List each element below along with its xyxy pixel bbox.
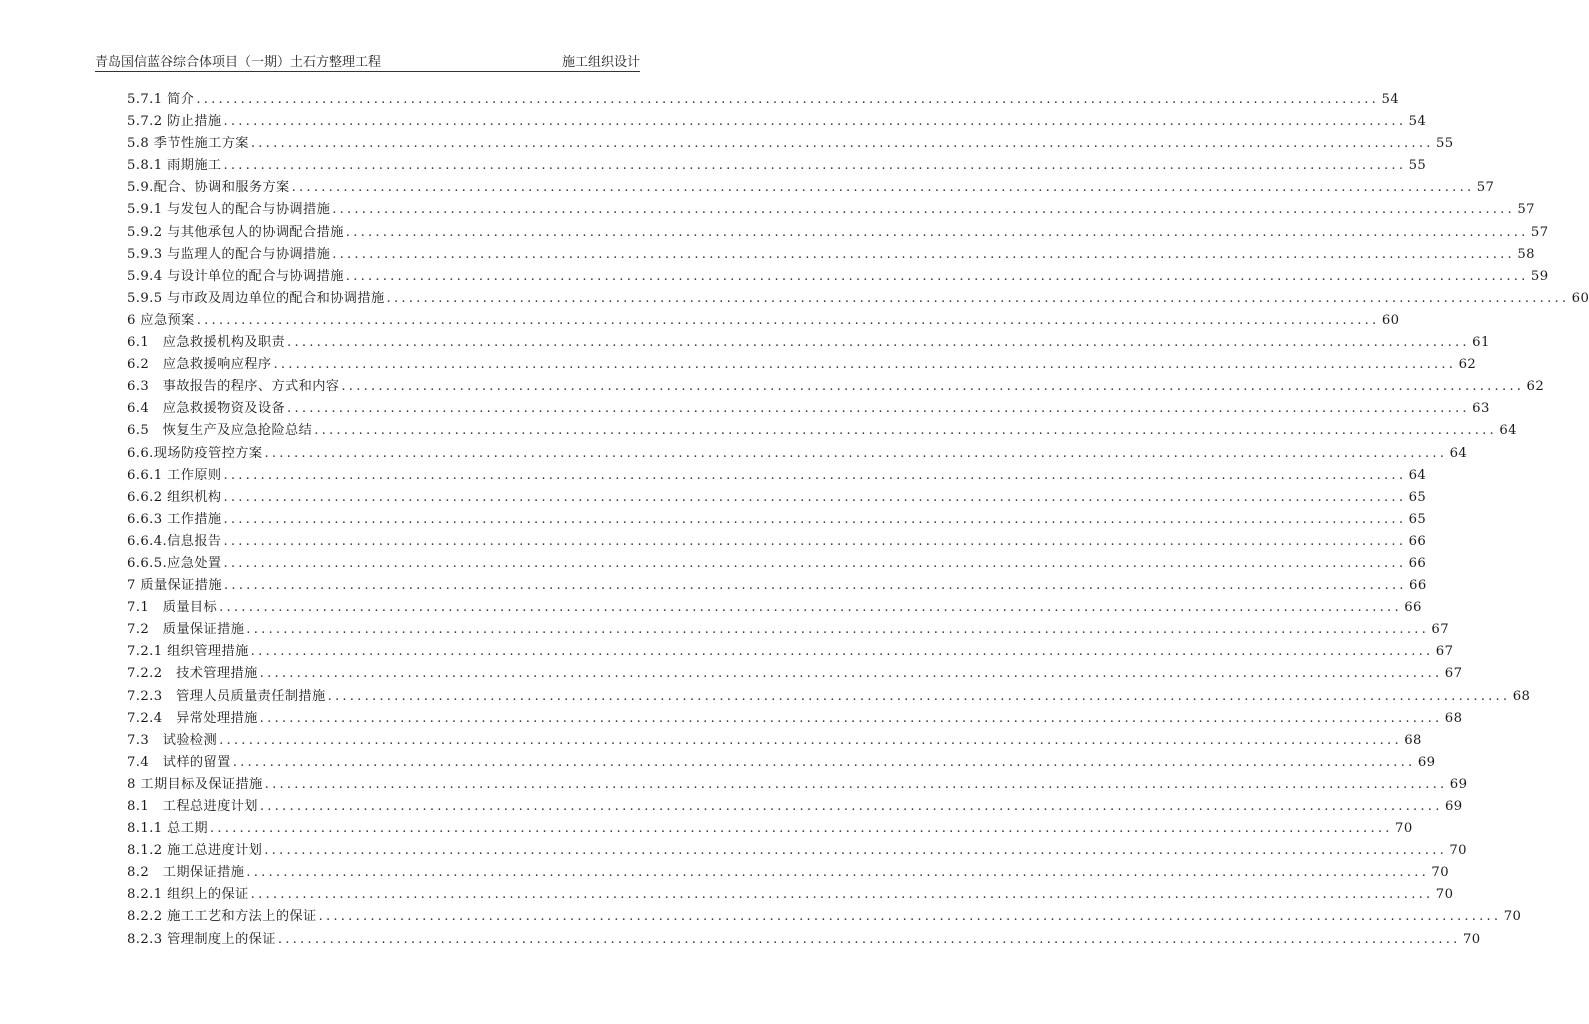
toc-entry-title: 8.2.3 管理制度上的保证 [127, 931, 276, 947]
toc-entry[interactable] [127, 906, 1522, 928]
toc-entry-page-number: 65 [1408, 511, 1427, 527]
toc-dot-leader: ................................................................................................................................................................ [314, 423, 1497, 439]
toc-entry[interactable] [127, 244, 1535, 266]
toc-entry-page-number: 67 [1444, 666, 1463, 682]
toc-entry[interactable] [127, 575, 1427, 597]
toc-entry-page-number: 67 [1431, 622, 1450, 638]
toc-entry[interactable] [127, 465, 1427, 487]
toc-entry-title: 7.4 试样的留置 [127, 754, 231, 770]
toc-entry[interactable] [127, 376, 1545, 398]
toc-dot-leader: ................................................................................................................................................................ [287, 401, 1470, 417]
toc-dot-leader: ................................................................................................................................................................ [196, 312, 1380, 328]
toc-dot-leader: ................................................................................................................................................................ [259, 799, 1443, 814]
toc-entry-page-number: 57 [1530, 224, 1549, 240]
toc-entry-page-number: 62 [1526, 379, 1545, 395]
toc-dot-leader: ................................................................................................................................................................ [259, 710, 1443, 726]
toc-entry[interactable] [127, 266, 1549, 288]
toc-entry[interactable] [127, 487, 1427, 509]
toc-entry-page-number: 66 [1409, 578, 1427, 594]
toc-entry-page-number: 66 [1404, 600, 1422, 616]
toc-dot-leader: ................................................................................................................................................................ [219, 732, 1402, 748]
toc-entry-page-number: 70 [1503, 909, 1522, 925]
toc-entry-title: 6.6.1 工作原则 [127, 467, 222, 483]
toc-entry[interactable] [127, 796, 1463, 818]
toc-entry-title: 6.4 应急救援物资及设备 [127, 401, 286, 417]
toc-entry-title: 6.6.4.信息报告 [127, 533, 222, 549]
toc-entry[interactable] [127, 553, 1427, 575]
toc-dot-leader: ................................................................................................................................................................ [223, 114, 1407, 130]
toc-entry-title: 5.8 季节性施工方案 [127, 136, 249, 152]
toc-entry-page-number: 54 [1408, 114, 1427, 130]
toc-entry-page-number: 62 [1458, 357, 1477, 373]
toc-entry-page-number: 59 [1530, 268, 1549, 284]
toc-entry-page-number: 70 [1431, 865, 1450, 881]
toc-entry-page-number: 68 [1512, 688, 1531, 704]
toc-entry-title: 5.7.1 简介 [127, 92, 195, 107]
toc-entry[interactable] [127, 288, 1589, 310]
header-document-type: 施工组织设计 [561, 55, 640, 70]
toc-entry[interactable] [127, 398, 1490, 420]
toc-entry-page-number: 63 [1472, 401, 1490, 417]
toc-entry-title: 7.1 质量目标 [127, 600, 218, 616]
toc-entry-page-number: 70 [1435, 887, 1454, 903]
toc-entry-page-number: 68 [1404, 732, 1422, 748]
toc-entry-page-number: 57 [1476, 180, 1495, 196]
toc-entry-title: 5.9.3 与监理人的配合与协调措施 [127, 246, 331, 262]
toc-entry-page-number: 55 [1436, 136, 1454, 152]
toc-dot-leader: ................................................................................................................................................................ [386, 290, 1570, 306]
page-header [95, 50, 640, 70]
toc-entry-title: 7.2 质量保证措施 [127, 622, 245, 638]
toc-dot-leader: ................................................................................................................................................................ [264, 843, 1447, 859]
toc-entry[interactable] [127, 443, 1468, 465]
toc-dot-leader: ................................................................................................................................................................ [209, 821, 1393, 837]
toc-entry-page-number: 61 [1472, 335, 1490, 351]
toc-entry[interactable] [127, 641, 1454, 663]
toc-entry-page-number: 70 [1395, 821, 1413, 837]
toc-entry-page-number: 57 [1517, 202, 1535, 218]
toc-entry-title: 7 质量保证措施 [127, 578, 222, 594]
toc-entry-title: 6.6.2 组织机构 [127, 489, 222, 505]
toc-entry-title: 5.9.2 与其他承包人的协调配合措施 [127, 224, 344, 240]
toc-entry-title: 5.8.1 雨期施工 [127, 158, 222, 174]
toc-dot-leader: ................................................................................................................................................................ [219, 600, 1402, 616]
toc-dot-leader: ................................................................................................................................................................ [291, 180, 1475, 196]
toc-dot-leader: ................................................................................................................................................................ [264, 445, 1448, 461]
toc-dot-leader: ................................................................................................................................................................ [250, 644, 1434, 660]
toc-dot-leader: ................................................................................................................................................................ [264, 776, 1448, 792]
toc-entry-title: 6.6.3 工作措施 [127, 511, 222, 527]
toc-entry-title: 7.2.3 管理人员质量责任制措施 [127, 688, 326, 704]
toc-entry-title: 8.2.1 组织上的保证 [127, 887, 249, 903]
toc-entry[interactable] [127, 597, 1422, 619]
toc-entry-page-number: 67 [1435, 644, 1454, 660]
toc-entry-title: 8.2 工期保证措施 [127, 865, 245, 881]
toc-entry-title: 8.1.2 施工总进度计划 [127, 843, 263, 859]
toc-dot-leader: ................................................................................................................................................................ [259, 666, 1443, 682]
toc-entry-page-number: 54 [1381, 92, 1400, 107]
toc-dot-leader: ................................................................................................................................................................ [341, 379, 1525, 395]
toc-entry[interactable] [127, 354, 1477, 376]
toc-entry[interactable] [127, 619, 1450, 641]
toc-entry-title: 7.2.2 技术管理措施 [127, 666, 258, 682]
toc-entry-title: 6.1 应急救援机构及职责 [127, 335, 286, 351]
toc-entry[interactable] [127, 332, 1490, 354]
toc-entry-title: 6.6.5.应急处置 [127, 555, 222, 571]
toc-dot-leader: ................................................................................................................................................................ [223, 555, 1407, 571]
toc-entry-title: 8.2.2 施工工艺和方法上的保证 [127, 909, 317, 925]
toc-entry-title: 7.2.1 组织管理措施 [127, 644, 249, 660]
toc-entry-page-number: 65 [1408, 489, 1427, 505]
toc-dot-leader: ................................................................................................................................................................ [345, 224, 1529, 240]
toc-entry-page-number: 64 [1499, 423, 1517, 439]
toc-entry-page-number: 64 [1449, 445, 1468, 461]
toc-entry[interactable] [127, 818, 1413, 840]
toc-entry[interactable] [127, 840, 1467, 862]
toc-dot-leader: ................................................................................................................................................................ [287, 335, 1470, 351]
toc-entry[interactable] [127, 310, 1400, 332]
toc-entry[interactable] [127, 663, 1463, 685]
toc-entry-page-number: 69 [1417, 754, 1436, 770]
toc-entry-page-number: 69 [1445, 799, 1463, 814]
toc-dot-leader: ................................................................................................................................................................ [223, 533, 1407, 549]
header-divider [95, 71, 640, 72]
toc-entry[interactable] [127, 862, 1450, 884]
toc-entry-title: 5.9.4 与设计单位的配合与协调措施 [127, 268, 344, 284]
toc-entry-page-number: 70 [1449, 843, 1467, 859]
toc-entry-page-number: 60 [1381, 312, 1400, 328]
toc-dot-leader: ................................................................................................................................................................ [273, 357, 1457, 373]
toc-entry-title: 6.2 应急救援响应程序 [127, 357, 272, 373]
table-of-contents [127, 89, 1589, 951]
toc-entry-page-number: 60 [1571, 290, 1589, 306]
toc-entry[interactable] [127, 155, 1427, 177]
toc-dot-leader: ................................................................................................................................................................ [246, 865, 1430, 881]
toc-entry[interactable] [127, 133, 1454, 155]
toc-dot-leader: ................................................................................................................................................................ [318, 909, 1502, 925]
toc-entry-title: 5.7.2 防止措施 [127, 114, 222, 130]
toc-dot-leader: ................................................................................................................................................................ [223, 467, 1407, 483]
toc-entry-title: 7.3 试验检测 [127, 732, 218, 748]
toc-dot-leader: ................................................................................................................................................................ [250, 887, 1434, 903]
toc-entry[interactable] [127, 531, 1427, 553]
toc-dot-leader: ................................................................................................................................................................ [345, 268, 1529, 284]
toc-entry-title: 5.9.5 与市政及周边单位的配合和协调措施 [127, 290, 385, 306]
toc-dot-leader: ................................................................................................................................................................ [223, 511, 1407, 527]
toc-entry-page-number: 64 [1408, 467, 1427, 483]
toc-entry-page-number: 70 [1462, 931, 1481, 947]
toc-entry-page-number: 69 [1449, 776, 1468, 792]
toc-entry-page-number: 68 [1444, 710, 1463, 726]
toc-entry-title: 6.3 事故报告的程序、方式和内容 [127, 379, 340, 395]
toc-entry[interactable] [127, 111, 1427, 133]
toc-entry-title: 6.6.现场防疫管控方案 [127, 445, 263, 461]
toc-entry-title: 8 工期目标及保证措施 [127, 776, 263, 792]
toc-dot-leader: ................................................................................................................................................................ [223, 158, 1407, 174]
toc-entry[interactable] [127, 752, 1436, 774]
toc-dot-leader: ................................................................................................................................................................ [250, 136, 1434, 152]
toc-entry-page-number: 66 [1408, 533, 1427, 549]
toc-dot-leader: ................................................................................................................................................................ [327, 688, 1511, 704]
toc-entry[interactable] [127, 730, 1422, 752]
toc-dot-leader: ................................................................................................................................................................ [223, 578, 1407, 594]
toc-entry[interactable] [127, 89, 1400, 111]
toc-entry-page-number: 66 [1408, 555, 1427, 571]
toc-dot-leader: ................................................................................................................................................................ [232, 754, 1416, 770]
toc-dot-leader: ................................................................................................................................................................ [332, 202, 1515, 218]
toc-dot-leader: ................................................................................................................................................................ [246, 622, 1430, 638]
toc-entry-title: 7.2.4 异常处理措施 [127, 710, 258, 726]
toc-dot-leader: ................................................................................................................................................................ [332, 246, 1515, 262]
toc-entry[interactable] [127, 420, 1517, 442]
toc-entry[interactable] [127, 708, 1463, 730]
toc-entry[interactable] [127, 774, 1468, 796]
header-project-title: 青岛国信蓝谷综合体项目（一期）土石方整理工程 [95, 55, 382, 70]
toc-entry-page-number: 58 [1517, 246, 1535, 262]
toc-entry[interactable] [127, 177, 1495, 199]
toc-dot-leader: ................................................................................................................................................................ [223, 489, 1407, 505]
toc-entry-title: 5.9.1 与发包人的配合与协调措施 [127, 202, 331, 218]
toc-entry-title: 6 应急预案 [127, 312, 195, 328]
toc-entry-title: 8.1 工程总进度计划 [127, 799, 258, 814]
toc-dot-leader: ................................................................................................................................................................ [196, 92, 1380, 107]
toc-entry[interactable] [127, 222, 1549, 244]
toc-entry-page-number: 55 [1408, 158, 1427, 174]
toc-entry-title: 5.9.配合、协调和服务方案 [127, 180, 290, 196]
toc-entry[interactable] [127, 686, 1531, 708]
toc-entry-title: 8.1.1 总工期 [127, 821, 208, 837]
toc-dot-leader: ................................................................................................................................................................ [277, 931, 1461, 947]
toc-entry[interactable] [127, 509, 1427, 531]
toc-entry[interactable] [127, 884, 1454, 906]
toc-entry[interactable] [127, 199, 1535, 221]
toc-entry-title: 6.5 恢复生产及应急抢险总结 [127, 423, 313, 439]
toc-entry[interactable] [127, 929, 1481, 951]
